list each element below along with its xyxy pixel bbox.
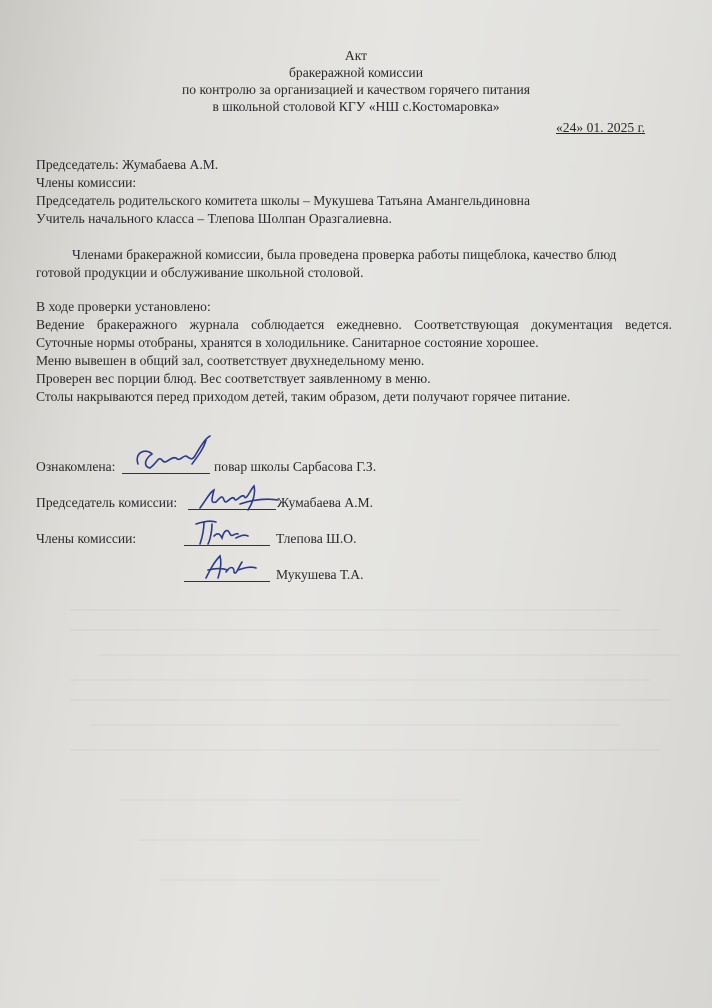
intro-line-2: готовой продукции и обслуживание школьной столовой. xyxy=(36,265,364,280)
acquainted-signature xyxy=(132,432,216,478)
findings-heading: В ходе проверки установлено: xyxy=(36,299,211,314)
finding-item: Ведение бракеражного журнала соблюдается ежедневно. Соответствующая документация ведется. xyxy=(36,317,672,332)
member-1-signature-name: Тлепова Ш.О. xyxy=(276,531,357,546)
doc-subtitle: бракеражной комиссии xyxy=(289,65,423,80)
finding-item: Меню вывешен в общий зал, соответствует двухнедельному меню. xyxy=(36,353,425,368)
member-1-line: Председатель родительского комитета школы – Мукушева Татьяна Амангельдиновна xyxy=(36,193,530,208)
chair-line: Председатель: Жумабаева А.М. xyxy=(36,157,219,172)
doc-subtitle-line3: по контролю за организацией и качеством горячего питания xyxy=(181,82,530,97)
member-2-line: Учитель начального класса – Тлепова Шолпан Оразгалиевна. xyxy=(36,211,392,226)
member-2-signature xyxy=(200,548,260,584)
members-signature-label: Члены комиссии: xyxy=(36,531,137,546)
reverse-side-bleed xyxy=(60,600,700,930)
finding-item: Суточные нормы отобраны, хранятся в холодильнике. Санитарное состояние хорошее. xyxy=(36,335,539,350)
acquainted-name: повар школы Сарбасова Г.З. xyxy=(214,459,377,474)
member-1-signature xyxy=(192,514,252,550)
acquainted-label: Ознакомлена: xyxy=(36,459,116,474)
doc-date: «24» 01. 2025 г. xyxy=(556,120,646,135)
doc-subtitle-line4: в школьной столовой КГУ «НШ с.Костомаровка» xyxy=(212,99,500,114)
chair-signature-name: Жумабаева А.М. xyxy=(277,495,374,510)
chair-signature xyxy=(196,480,280,516)
finding-item: Столы накрываются перед приходом детей, таким образом, дети получают горячее питание. xyxy=(36,389,571,404)
chair-signature-label: Председатель комиссии: xyxy=(36,495,178,510)
doc-title: Акт xyxy=(344,48,368,63)
member-2-signature-name: Мукушева Т.А. xyxy=(276,567,364,582)
members-label: Члены комиссии: xyxy=(36,175,137,190)
finding-item: Проверен вес порции блюд. Вес соответствует заявленному в меню. xyxy=(36,371,431,386)
intro-line-1: Членами бракеражной комиссии, была проведена проверка работы пищеблока, качество блюд xyxy=(72,247,617,262)
